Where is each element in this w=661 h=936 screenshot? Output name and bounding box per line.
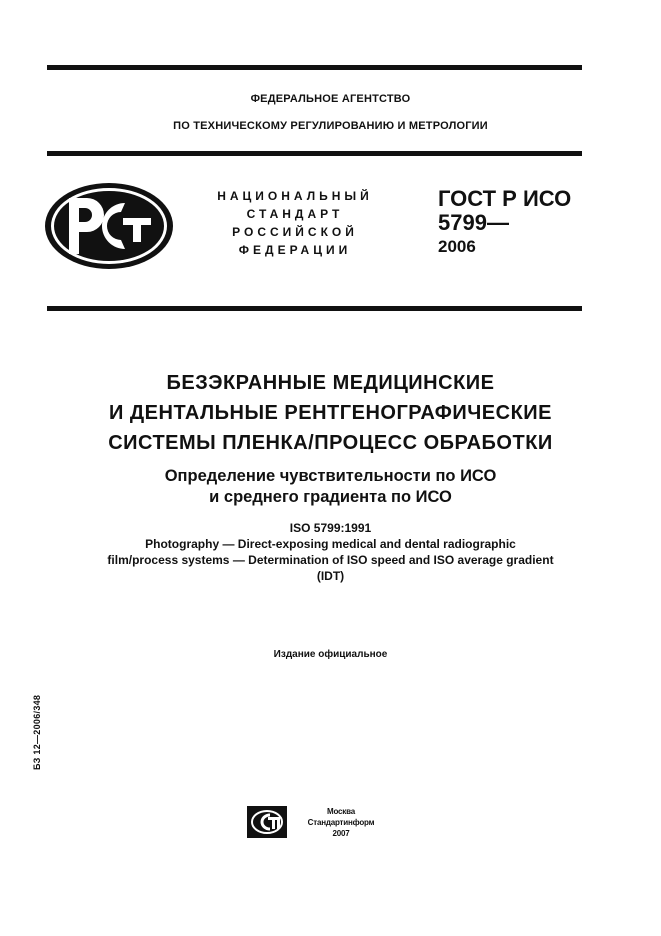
english-title-line-3: (IDT) [316,569,345,583]
iso-reference: ISO 5799:1991 [289,521,372,535]
standartinform-logo-icon [247,806,287,843]
designation-line2: 5799— [438,210,509,235]
edition-label: Издание официальное [273,649,388,660]
english-title-line-2: film/process systems — Determination of ISO speed and ISO average gradient [107,553,554,567]
subtitle-line-1: Определение чувствительности по ИСО [164,467,497,485]
publisher-info [293,806,389,839]
header-rule [47,151,582,156]
agency-name-line2: ПО ТЕХНИЧЕСКОМУ РЕГУЛИРОВАНИЮ И МЕТРОЛОГИИ [173,120,488,132]
designation-year: 2006 [438,237,476,256]
publisher-name: Стандартинформ [307,818,375,827]
agency-name-line1: ФЕДЕРАЛЬНОЕ АГЕНТСТВО [250,93,411,105]
designation-line1: ГОСТ Р ИСО [438,186,572,211]
title-line-1: БЕЗЭКРАННЫЕ МЕДИЦИНСКИЕ [166,372,495,394]
publisher-year: 2007 [332,829,350,838]
standard-designation [438,187,571,259]
national-line-2: СТАНДАРТ [246,207,344,221]
side-code: БЗ 12—2006/348 [32,694,42,770]
publisher-city: Москва [327,807,355,816]
english-title-line-1: Photography — Direct-exposing medical and dental radiographic [145,537,516,551]
subtitle-line-2: и среднего градиента по ИСО [209,488,452,506]
national-line-3: РОССИЙСКОЙ [232,225,358,239]
top-rule [47,65,582,70]
title-line-2: И ДЕНТАЛЬНЫЕ РЕНТГЕНОГРАФИЧЕСКИЕ [108,402,553,424]
national-line-1: НАЦИОНАЛЬНЫЙ [217,189,373,203]
title-line-3: СИСТЕМЫ ПЛЕНКА/ПРОЦЕСС ОБРАБОТКИ [108,432,553,454]
national-line-4: ФЕДЕРАЦИИ [238,243,352,257]
section-rule [47,306,582,311]
rst-emblem-icon [43,181,175,276]
